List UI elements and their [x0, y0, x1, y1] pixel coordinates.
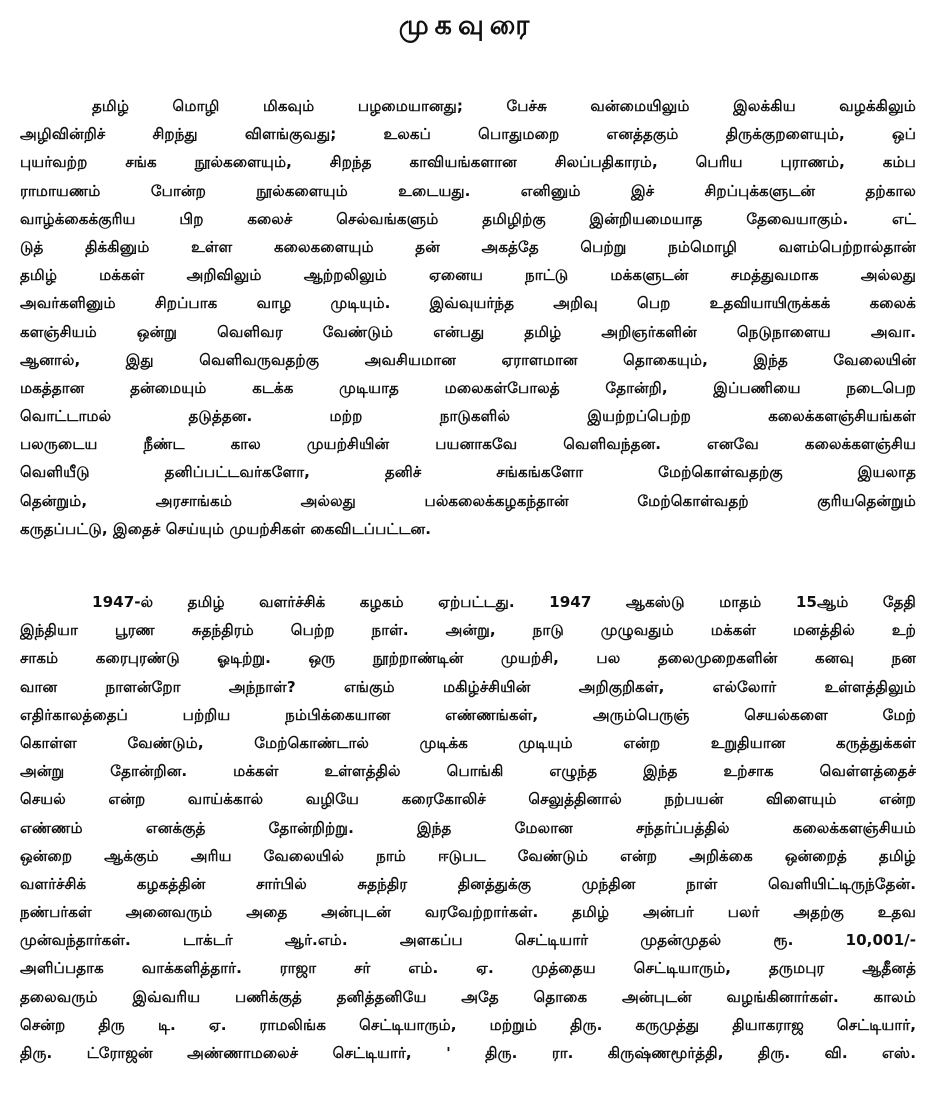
text-line: 1947-ல் தமிழ் வளர்ச்சிக் கழகம் ஏற்பட்டது. 1947 ஆகஸ்டு மாதம் 15ஆம் தேதி — [92, 593, 916, 611]
text-line: எண்ணம் எனக்குத் தோன்றிற்று. இந்த மேலான சந்தர்ப்பத்தில் கலைக்களஞ்சியம் — [20, 818, 916, 837]
text-line: அழிவின்றிச் சிறந்து விளங்குவது; உலகப் பொதுமறை எனத்தகும் திருக்குறளையும், ஒப் — [20, 125, 916, 144]
text-line: அன்று தோன்றின. மக்கள் உள்ளத்தில் பொங்கி எழுந்த இந்த உற்சாக வெள்ளத்தைச் — [20, 762, 916, 781]
paragraph-1 — [20, 92, 916, 543]
text-line: தமிழ் மக்கள் அறிவிலும் ஆற்றலிலும் ஏனைய நாட்டு மக்களுடன் சமத்துவமாக அல்லது — [20, 266, 916, 285]
text-line: எதிர்காலத்தைப் பற்றிய நம்பிக்கையான எண்ணங்கள், அரும்பெருஞ் செயல்களை மேற் — [20, 705, 916, 724]
text-line: வாழ்க்கைக்குரிய பிற கலைச் செல்வங்களும் தமிழிற்கு இன்றியமையாத தேவையாகும். எட் — [20, 209, 916, 228]
text-line: ராமாயணம் போன்ற நூல்களையும் உடையது. எனினும் இச் சிறப்புக்களுடன் தற்கால — [20, 181, 916, 200]
text-line: தென்றும், அரசாங்கம் அல்லது பல்கலைக்கழகந்தான் மேற்கொள்வதற் குரியதென்றும் — [20, 491, 916, 510]
text-line: அவர்களினும் சிறப்பாக வாழ முடியும். இவ்வுயர்ந்த அறிவு பெற உதவியாயிருக்கக் கலைக் — [20, 294, 916, 313]
text-line: ஒன்றை ஆக்கும் அரிய வேலையில் நாம் ஈடுபட வேண்டும் என்ற அறிக்கை ஒன்றைத் தமிழ் — [20, 846, 916, 865]
text-line: புயர்வற்ற சங்க நூல்களையும், சிறந்த காவியங்களான சிலப்பதிகாரம், பெரிய புராணம், கம்ப — [20, 153, 916, 172]
text-line: களஞ்சியம் ஒன்று வெளிவர வேண்டும் என்பது தமிழ் அறிஞர்களின் நெடுநாளைய அவா. — [20, 322, 916, 341]
paragraph-2 — [20, 588, 916, 1067]
text-line: அளிப்பதாக வாக்களித்தார். ராஜா சர் எம். ஏ. முத்தைய செட்டியாரும், தருமபுர ஆதீனத் — [20, 959, 916, 978]
text-line: வொட்டாமல் தடுத்தன. மற்ற நாடுகளில் இயற்றப்பெற்ற கலைக்களஞ்சியங்கள் — [20, 407, 916, 426]
text-line: வளர்ச்சிக் கழகத்தின் சார்பில் சுதந்திர தினத்துக்கு முந்தின நாள் வெளியிட்டிருந்தேன். — [20, 874, 916, 893]
text-line: பலருடைய நீண்ட கால முயற்சியின் பயனாகவே வெளிவந்தன. எனவே கலைக்களஞ்சிய — [20, 435, 916, 454]
text-line: செயல் என்ற வாய்க்கால் வழியே கரைகோலிச் செலுத்தினால் நற்பயன் விளையும் என்ற — [20, 790, 916, 809]
text-line: திரு. ட்ரோஜன் அண்ணாமலைச் செட்டியார், ' திரு. ரா. கிருஷ்ணமூர்த்தி, திரு. வி. எஸ். — [20, 1044, 916, 1062]
text-line: வான நாளன்றோ அந்நாள்? எங்கும் மகிழ்ச்சியின் அறிகுறிகள், எல்லோர் உள்ளத்திலும் — [20, 677, 916, 696]
text-line: வெளியீடு தனிப்பட்டவர்களோ, தனிச் சங்கங்களோ மேற்கொள்வதற்கு இயலாத — [20, 463, 916, 482]
text-line: நண்பர்கள் அனைவரும் அதை அன்புடன் வரவேற்றார்கள். தமிழ் அன்பர் பலர் அதற்கு உதவ — [20, 903, 916, 922]
text-line: டுத் திக்கினும் உள்ள கலைகளையும் தன் அகத்தே பெற்று நம்மொழி வளம்பெற்றால்தான் — [20, 237, 916, 256]
text-line: கொள்ள வேண்டும், மேற்கொண்டால் முடிக்க முடியும் என்ற உறுதியான கருத்துக்கள் — [20, 733, 916, 752]
text-line: சாகம் கரைபுரண்டு ஓடிற்று. ஒரு நூற்றாண்டின் முயற்சி, பல தலைமுறைகளின் கனவு நன — [20, 649, 916, 668]
text-line: மகத்தான தன்மையும் கடக்க முடியாத மலைகள்போலத் தோன்றி, இப்பணியை நடைபெற — [20, 378, 916, 397]
text-line: ஆனால், இது வெளிவருவதற்கு அவசியமான ஏராளமான தொகையும், இந்த வேலையின் — [20, 350, 916, 369]
text-line: முன்வந்தார்கள். டாக்டர் ஆர்.எம். அளகப்ப செட்டியார் முதன்முதல் ரூ. 10,001/- — [20, 931, 916, 950]
text-line: சென்ற திரு டி. ஏ. ராமலிங்க செட்டியாரும், மற்றும் திரு. கருமுத்து தியாகராஜ செட்டியார், — [20, 1015, 916, 1034]
text-line: தலைவரும் இவ்வரிய பணிக்குத் தனித்தனியே அதே தொகை அன்புடன் வழங்கினார்கள். காலம் — [20, 987, 916, 1006]
page-title: முகவுரை — [398, 10, 536, 41]
text-line: இந்தியா பூரண சுதந்திரம் பெற்ற நாள். அன்று, நாடு முழுவதும் மக்கள் மனத்தில் உற் — [20, 621, 916, 640]
text-line: கருதப்பட்டு, இதைச் செய்யும் முயற்சிகள் கைவிடப்பட்டன. — [20, 519, 432, 538]
text-line: தமிழ் மொழி மிகவும் பழமையானது; பேச்சு வன்மையிலும் இலக்கிய வழக்கிலும் — [92, 97, 916, 115]
